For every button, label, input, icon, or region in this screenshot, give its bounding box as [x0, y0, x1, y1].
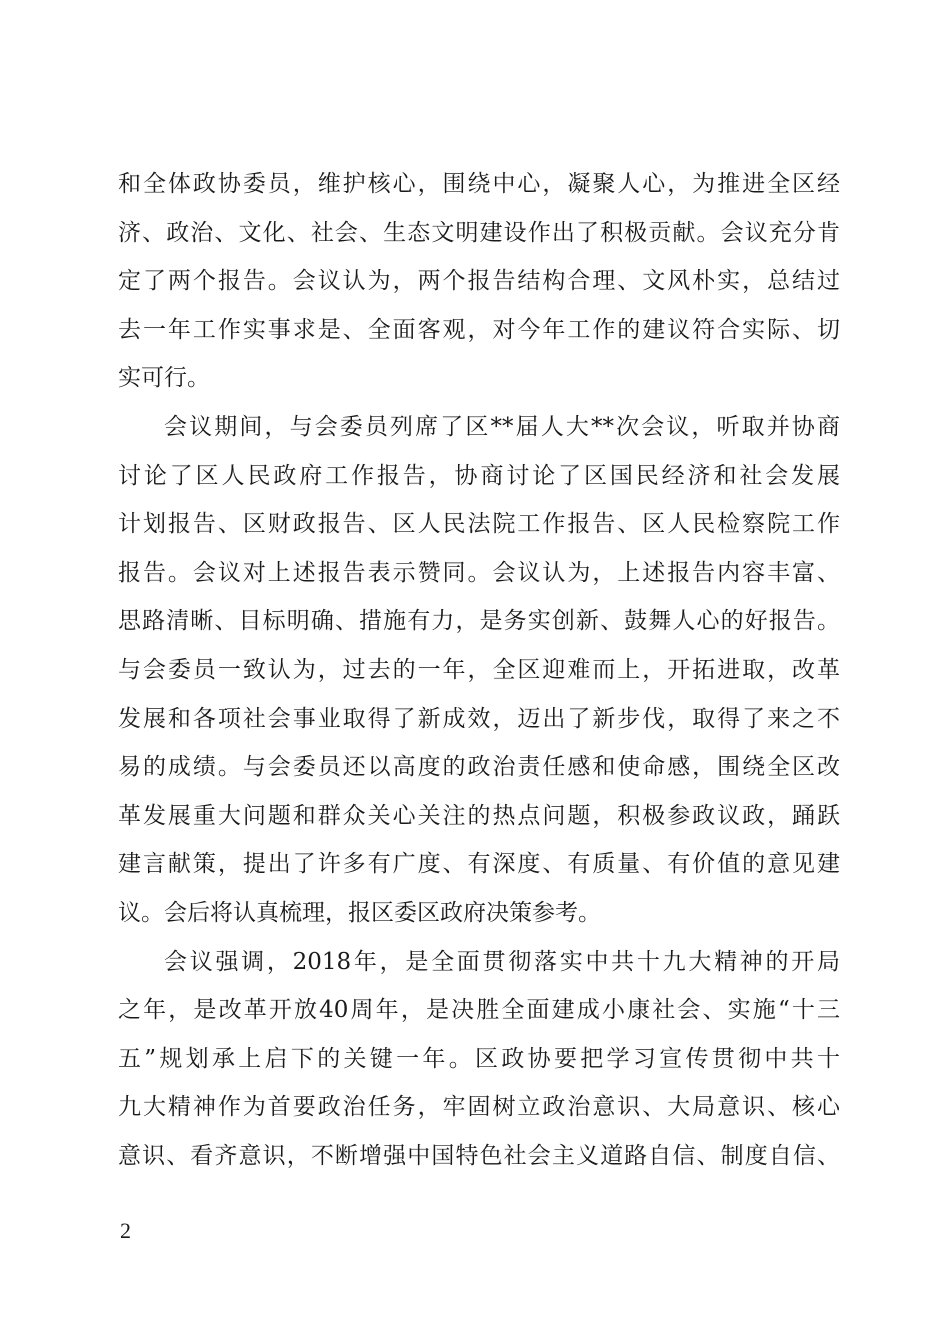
- text-line: 意识、看齐意识，不断增强中国特色社会主义道路自信、制度自信、: [118, 1142, 840, 1169]
- text-line: 五”规划承上启下的关键一年。区政协要把学习宣传贯彻中共十: [118, 1045, 840, 1072]
- text-line: 报告。会议对上述报告表示赞同。会议认为，上述报告内容丰富、: [118, 559, 840, 586]
- text-line: 易的成绩。与会委员还以高度的政治责任感和使命感，围绕全区改: [118, 754, 840, 781]
- text-line: 与会委员一致认为，过去的一年，全区迎难而上，开拓进取，改革: [118, 656, 840, 683]
- paragraph-1: [118, 160, 840, 403]
- text-line: 实可行。: [118, 365, 210, 392]
- text-line: 去一年工作实事求是、全面客观，对今年工作的建议符合实际、切: [118, 316, 840, 343]
- text-line: 会议强调，2018年，是全面贯彻落实中共十九大精神的开局: [164, 948, 840, 975]
- text-line: 之年，是改革开放40周年，是决胜全面建成小康社会、实施“十三: [118, 997, 840, 1024]
- text-line: 议。会后将认真梳理，报区委区政府决策参考。: [118, 899, 601, 926]
- text-line: 讨论了区人民政府工作报告，协商讨论了区国民经济和社会发展: [118, 462, 840, 489]
- document-body: [118, 160, 840, 1180]
- text-line: 计划报告、区财政报告、区人民法院工作报告、区人民检察院工作: [118, 511, 840, 538]
- text-line: 济、政治、文化、社会、生态文明建设作出了积极贡献。会议充分肯: [118, 219, 840, 246]
- page-number: 2: [120, 1218, 131, 1243]
- text-line: 会议期间，与会委员列席了区**届人大**次会议，听取并协商: [164, 413, 840, 440]
- text-line: 和全体政协委员，维护核心，围绕中心，凝聚人心，为推进全区经: [118, 171, 840, 197]
- text-line: 定了两个报告。会议认为，两个报告结构合理、文风朴实，总结过: [118, 268, 840, 295]
- paragraph-2: [118, 403, 840, 938]
- text-line: 思路清晰、目标明确、措施有力，是务实创新、鼓舞人心的好报告。: [118, 608, 840, 635]
- paragraph-3: [118, 938, 840, 1181]
- text-line: 九大精神作为首要政治任务，牢固树立政治意识、大局意识、核心: [118, 1094, 840, 1121]
- text-line: 革发展重大问题和群众关心关注的热点问题，积极参政议政，踊跃: [118, 802, 840, 829]
- text-line: 建言献策，提出了许多有广度、有深度、有质量、有价值的意见建: [118, 851, 840, 878]
- text-line: 发展和各项社会事业取得了新成效，迈出了新步伐，取得了来之不: [118, 705, 840, 732]
